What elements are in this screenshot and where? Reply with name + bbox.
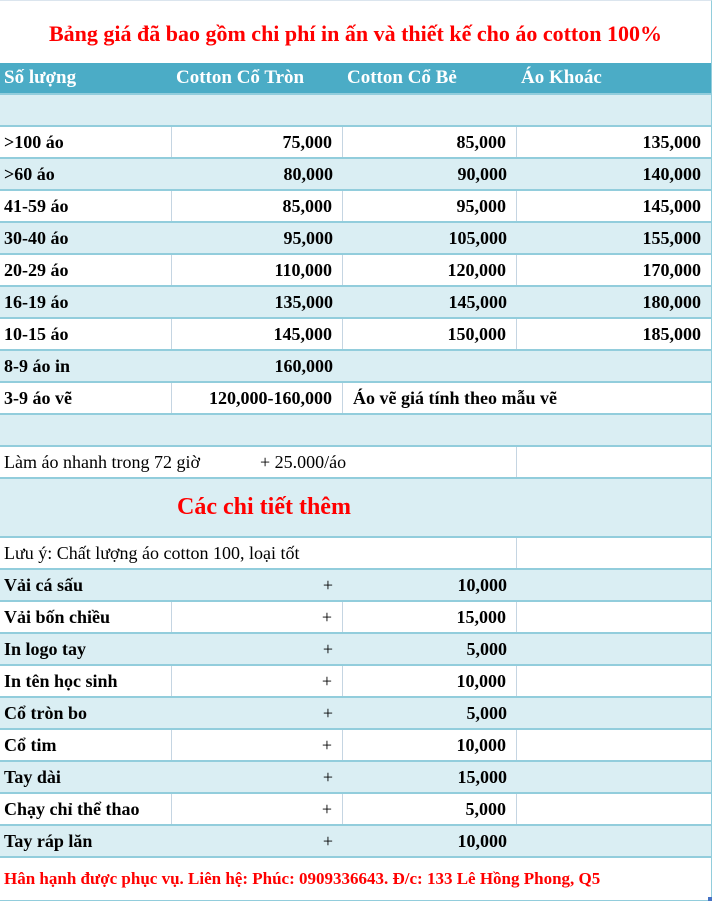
extras-row	[0, 762, 711, 794]
extra-price: 10,000	[457, 574, 507, 595]
table-row	[0, 191, 711, 223]
extra-price: 10,000	[457, 830, 507, 851]
hand-painted-note: Áo vẽ giá tính theo mẫu vẽ	[353, 387, 557, 408]
extra-name: Chạy chỉ thể thao	[0, 794, 172, 824]
fast-service-label: Làm áo nhanh trong 72 giờ	[4, 451, 200, 472]
blank-row	[0, 415, 711, 447]
fast-service-row	[0, 447, 711, 479]
extras-row	[0, 634, 711, 666]
table-row	[0, 383, 711, 415]
empty-cell	[517, 762, 711, 792]
extras-row	[0, 570, 711, 602]
price-cell: 180,000	[642, 291, 701, 312]
table-row	[0, 223, 711, 255]
extras-row	[0, 826, 711, 858]
extras-row	[0, 698, 711, 730]
table-row	[0, 351, 711, 383]
extra-name: Vải cá sấu	[4, 574, 84, 595]
empty-cell	[517, 730, 711, 760]
price-cell: 185,000	[642, 323, 701, 344]
empty-cell	[517, 826, 711, 856]
price-cell	[343, 351, 517, 381]
extra-price: 15,000	[343, 602, 517, 632]
qty-cell: 8-9 áo in	[4, 355, 71, 376]
price-cell: 120,000-160,000	[172, 383, 343, 413]
price-cell: 120,000	[343, 255, 517, 285]
price-cell: 90,000	[457, 163, 507, 184]
resize-handle-icon[interactable]	[708, 897, 712, 901]
extra-sign: +	[322, 574, 333, 595]
extras-section-title: Các chi tiết thêm	[177, 494, 351, 520]
extras-row	[0, 602, 711, 634]
price-cell: 170,000	[642, 259, 701, 280]
price-cell: 135,000	[642, 131, 701, 152]
price-cell: 145,000	[172, 319, 343, 349]
extras-section-header	[0, 479, 711, 538]
extra-name: Vải bốn chiều	[0, 602, 172, 632]
price-cell: 75,000	[172, 127, 343, 157]
extra-name: Cổ tròn bo	[4, 702, 88, 723]
qty-cell: 3-9 áo vẽ	[0, 383, 172, 413]
price-cell: 85,000	[172, 191, 343, 221]
extra-name: Cổ tim	[0, 730, 172, 760]
extra-price: 5,000	[343, 794, 517, 824]
table-row	[0, 255, 711, 287]
header-quantity: Số lượng	[4, 67, 77, 88]
price-cell: 145,000	[448, 291, 507, 312]
qty-cell: 30-40 áo	[4, 227, 69, 248]
qty-cell: 10-15 áo	[0, 319, 172, 349]
price-cell: 85,000	[343, 127, 517, 157]
price-cell	[517, 351, 711, 381]
extra-sign: +	[172, 602, 343, 632]
qty-cell: >60 áo	[4, 163, 55, 184]
extra-sign: +	[322, 830, 333, 851]
extra-price: 15,000	[457, 766, 507, 787]
extras-row	[0, 666, 711, 698]
price-cell: 135,000	[274, 291, 333, 312]
empty-cell	[517, 666, 711, 696]
empty-cell	[517, 602, 711, 632]
extra-price: 5,000	[466, 702, 507, 723]
header-ao-khoac: Áo Khoác	[521, 67, 602, 88]
extra-sign: +	[322, 638, 333, 659]
quality-note-row	[0, 538, 711, 570]
extra-sign: +	[322, 702, 333, 723]
price-cell: 95,000	[283, 227, 333, 248]
price-cell: 95,000	[343, 191, 517, 221]
empty-cell	[517, 538, 711, 568]
extra-price: 10,000	[343, 730, 517, 760]
extra-name: In tên học sinh	[0, 666, 172, 696]
qty-cell: 16-19 áo	[4, 291, 69, 312]
extras-row	[0, 794, 711, 826]
fast-service-price: + 25.000/áo	[260, 447, 517, 477]
header-cotton-co-tron: Cotton Cổ Tròn	[176, 67, 305, 88]
empty-cell	[517, 794, 711, 824]
quality-note: Lưu ý: Chất lượng áo cotton 100, loại tốt	[0, 538, 517, 568]
table-row	[0, 159, 711, 191]
qty-cell: >100 áo	[0, 127, 172, 157]
table-row	[0, 127, 711, 159]
empty-cell	[517, 570, 711, 600]
qty-cell: 41-59 áo	[0, 191, 172, 221]
price-cell: 110,000	[172, 255, 343, 285]
extras-row	[0, 730, 711, 762]
table-header	[0, 63, 711, 95]
extra-sign: +	[172, 730, 343, 760]
contact-footer: Hân hạnh được phục vụ. Liên hệ: Phúc: 0909336643. Đ/c: 133 Lê Hồng Phong, Q5	[4, 869, 601, 888]
empty-cell	[517, 447, 711, 477]
table-row	[0, 287, 711, 319]
price-cell: 80,000	[283, 163, 333, 184]
table-row	[0, 319, 711, 351]
extra-sign: +	[322, 766, 333, 787]
price-cell: 105,000	[448, 227, 507, 248]
empty-cell	[517, 634, 711, 664]
price-cell: 145,000	[642, 195, 701, 216]
empty-cell	[517, 698, 711, 728]
extra-name: Tay ráp lăn	[4, 830, 93, 851]
price-cell: 160,000	[274, 355, 333, 376]
blank-row	[0, 95, 711, 127]
qty-cell: 20-29 áo	[0, 255, 172, 285]
extra-name: In logo tay	[4, 638, 87, 659]
page-title: Bảng giá đã bao gồm chi phí in ấn và thiết kế cho áo cotton 100%	[48, 21, 662, 46]
extra-price: 5,000	[466, 638, 507, 659]
extra-price: 10,000	[343, 666, 517, 696]
price-cell: 150,000	[343, 319, 517, 349]
extra-name: Tay dài	[4, 766, 61, 787]
extra-sign: +	[172, 794, 343, 824]
header-cotton-co-be: Cotton Cổ Bẻ	[347, 67, 457, 88]
extra-sign: +	[172, 666, 343, 696]
price-cell: 155,000	[642, 227, 701, 248]
price-cell: 140,000	[642, 163, 701, 184]
